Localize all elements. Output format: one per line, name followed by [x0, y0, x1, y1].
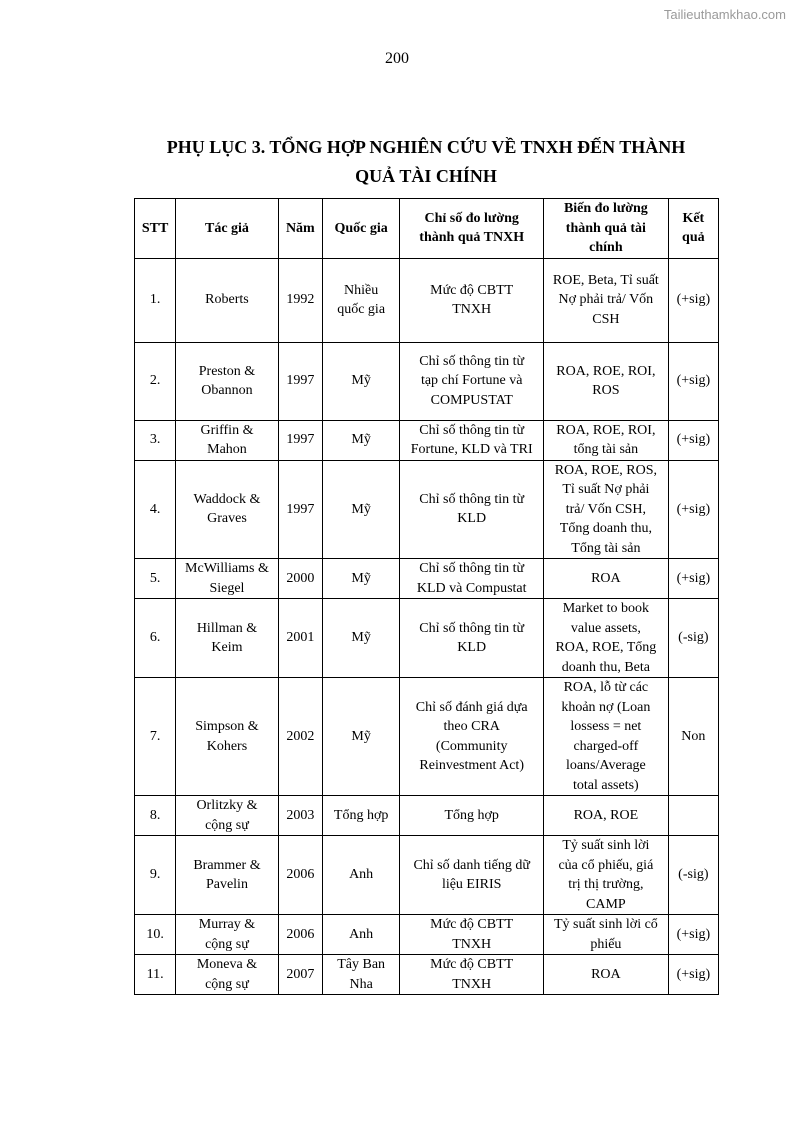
cell-stt: 6.	[135, 599, 176, 678]
table-row	[135, 342, 719, 420]
cell-year: 2003	[278, 796, 322, 836]
cell-country: Tổng hợp	[322, 796, 399, 836]
page-title	[120, 133, 732, 191]
cell-result: (+sig)	[668, 342, 718, 420]
cell-country: Mỹ	[322, 420, 399, 460]
table-body	[135, 258, 719, 995]
cell-stt: 1.	[135, 258, 176, 342]
cell-stt: 4.	[135, 460, 176, 559]
cell-country: Nhiều quốc gia	[322, 258, 399, 342]
cell-author: Hillman & Keim	[176, 599, 279, 678]
title-line-1: PHỤ LỤC 3. TỔNG HỢP NGHIÊN CỨU VỀ TNXH ĐẾN THÀNH	[166, 137, 686, 157]
table-row	[135, 258, 719, 342]
cell-result: Non	[668, 678, 718, 796]
table-row	[135, 915, 719, 955]
header-result: Kết quả	[668, 199, 718, 259]
cell-financial-measure: ROA	[544, 559, 669, 599]
table-row	[135, 836, 719, 915]
cell-result: (+sig)	[668, 559, 718, 599]
cell-csr-measure: Chỉ số đánh giá dựa theo CRA (Community Reinvestment Act)	[400, 678, 544, 796]
table-header-row	[135, 199, 719, 259]
table-row	[135, 955, 719, 995]
cell-country: Mỹ	[322, 342, 399, 420]
cell-result: (-sig)	[668, 836, 718, 915]
cell-financial-measure: ROA, ROE	[544, 796, 669, 836]
cell-csr-measure: Chỉ số thông tin từ Fortune, KLD và TRI	[400, 420, 544, 460]
table-row	[135, 796, 719, 836]
cell-result: (+sig)	[668, 258, 718, 342]
cell-author: Griffin & Mahon	[176, 420, 279, 460]
cell-author: Brammer & Pavelin	[176, 836, 279, 915]
cell-csr-measure: Chỉ số danh tiếng dữ liệu EIRIS	[400, 836, 544, 915]
header-author: Tác giả	[176, 199, 279, 259]
cell-csr-measure: Chỉ số thông tin từ KLD và Compustat	[400, 559, 544, 599]
header-country: Quốc gia	[322, 199, 399, 259]
cell-author: Simpson & Kohers	[176, 678, 279, 796]
cell-year: 1992	[278, 258, 322, 342]
cell-result: (+sig)	[668, 955, 718, 995]
header-csr-measure: Chỉ số đo lường thành quả TNXH	[400, 199, 544, 259]
cell-country: Mỹ	[322, 678, 399, 796]
cell-stt: 10.	[135, 915, 176, 955]
title-line-2: QUẢ TÀI CHÍNH	[355, 166, 497, 186]
cell-year: 2000	[278, 559, 322, 599]
cell-country: Anh	[322, 836, 399, 915]
cell-financial-measure: ROE, Beta, Tỉ suất Nợ phải trả/ Vốn CSH	[544, 258, 669, 342]
cell-author: Murray & cộng sự	[176, 915, 279, 955]
cell-year: 1997	[278, 460, 322, 559]
cell-stt: 8.	[135, 796, 176, 836]
table-row	[135, 599, 719, 678]
page-number: 200	[385, 50, 409, 67]
cell-year: 2006	[278, 836, 322, 915]
cell-year: 2007	[278, 955, 322, 995]
cell-stt: 7.	[135, 678, 176, 796]
cell-year: 1997	[278, 420, 322, 460]
cell-stt: 3.	[135, 420, 176, 460]
cell-year: 2001	[278, 599, 322, 678]
cell-author: Orlitzky & cộng sự	[176, 796, 279, 836]
cell-financial-measure: Market to book value assets, ROA, ROE, Tổng doanh thu, Beta	[544, 599, 669, 678]
cell-country: Tây Ban Nha	[322, 955, 399, 995]
cell-financial-measure: Tỷ suất sinh lời cổ phiếu	[544, 915, 669, 955]
cell-result: (+sig)	[668, 460, 718, 559]
cell-author: McWilliams & Siegel	[176, 559, 279, 599]
header-year: Năm	[278, 199, 322, 259]
cell-csr-measure: Chỉ số thông tin từ tạp chí Fortune và COMPUSTAT	[400, 342, 544, 420]
cell-country: Mỹ	[322, 599, 399, 678]
watermark: Tailieuthamkhao.com	[663, 7, 786, 22]
cell-stt: 9.	[135, 836, 176, 915]
cell-result: (+sig)	[668, 915, 718, 955]
table-row	[135, 559, 719, 599]
cell-author: Waddock & Graves	[176, 460, 279, 559]
cell-financial-measure: ROA, ROE, ROS, Tỉ suất Nợ phải trả/ Vốn CSH, Tổng doanh thu, Tổng tài sản	[544, 460, 669, 559]
cell-author: Roberts	[176, 258, 279, 342]
header-financial-measure: Biến đo lường thành quả tài chính	[544, 199, 669, 259]
research-summary-table	[134, 198, 719, 995]
cell-stt: 2.	[135, 342, 176, 420]
cell-csr-measure: Mức độ CBTT TNXH	[400, 915, 544, 955]
cell-csr-measure: Tổng hợp	[400, 796, 544, 836]
cell-csr-measure: Chỉ số thông tin từ KLD	[400, 460, 544, 559]
cell-author: Moneva & cộng sự	[176, 955, 279, 995]
cell-financial-measure: ROA, ROE, ROI, tổng tài sản	[544, 420, 669, 460]
cell-year: 1997	[278, 342, 322, 420]
cell-result: (-sig)	[668, 599, 718, 678]
cell-author: Preston & Obannon	[176, 342, 279, 420]
cell-country: Mỹ	[322, 460, 399, 559]
cell-year: 2002	[278, 678, 322, 796]
cell-financial-measure: Tỷ suất sinh lời của cổ phiếu, giá trị thị trường, CAMP	[544, 836, 669, 915]
cell-country: Mỹ	[322, 559, 399, 599]
header-stt: STT	[135, 199, 176, 259]
cell-year: 2006	[278, 915, 322, 955]
cell-result	[668, 796, 718, 836]
cell-result: (+sig)	[668, 420, 718, 460]
cell-stt: 5.	[135, 559, 176, 599]
cell-financial-measure: ROA, lỗ từ các khoản nợ (Loan lossess = net charged-off loans/Average total assets)	[544, 678, 669, 796]
cell-csr-measure: Mức độ CBTT TNXH	[400, 955, 544, 995]
cell-country: Anh	[322, 915, 399, 955]
table-row	[135, 678, 719, 796]
cell-csr-measure: Chỉ số thông tin từ KLD	[400, 599, 544, 678]
table-row	[135, 460, 719, 559]
cell-financial-measure: ROA	[544, 955, 669, 995]
cell-csr-measure: Mức độ CBTT TNXH	[400, 258, 544, 342]
table-row	[135, 420, 719, 460]
cell-stt: 11.	[135, 955, 176, 995]
cell-financial-measure: ROA, ROE, ROI, ROS	[544, 342, 669, 420]
